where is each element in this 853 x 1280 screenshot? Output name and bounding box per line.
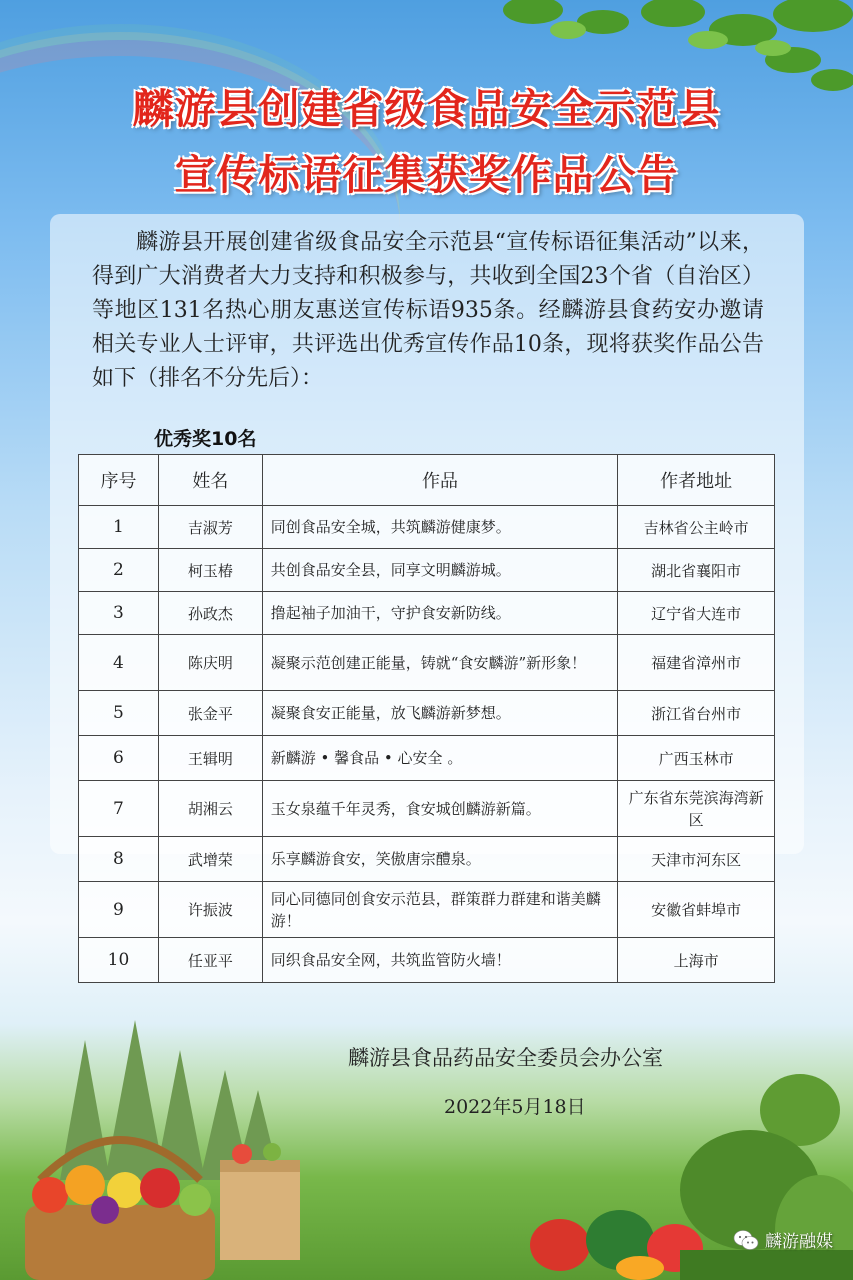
page-title-line1: 麟游县创建省级食品安全示范县 — [132, 85, 721, 133]
row-name: 吉淑芳 — [158, 506, 262, 549]
row-name: 张金平 — [158, 691, 262, 736]
row-work: 凝聚示范创建正能量，铸就“食安麟游”新形象！ — [262, 635, 617, 691]
row-no: 7 — [79, 781, 159, 837]
row-address: 辽宁省大连市 — [618, 592, 775, 635]
row-work: 玉女泉蕴千年灵秀，食安城创麟游新篇。 — [262, 781, 617, 837]
row-name: 武增荣 — [158, 837, 262, 882]
intro-paragraph: 麟游县开展创建省级食品安全示范县“宣传标语征集活动”以来，得到广大消费者大力支持和积极参与，共收到全国23个省（自治区）等地区131名热心朋友惠送宣传标语935条。经麟游县食药安办邀请相关专业人士评审，共评选出优秀宣传作品10条，现将获奖作品公告如下（排名不分先后）： — [92, 230, 764, 391]
table-row — [79, 506, 775, 549]
row-no: 10 — [79, 938, 159, 983]
row-no: 4 — [79, 635, 159, 691]
row-work: 共创食品安全县，同享文明麟游城。 — [262, 549, 617, 592]
row-name: 许振波 — [158, 882, 262, 938]
row-work: 撸起袖子加油干，守护食安新防线。 — [262, 592, 617, 635]
row-address: 上海市 — [618, 938, 775, 983]
issue-date: 2022年5月18日 — [444, 1096, 586, 1118]
watermark-text: 麟游融媒 — [765, 1232, 833, 1252]
row-no: 9 — [79, 882, 159, 938]
row-no: 5 — [79, 691, 159, 736]
row-name: 任亚平 — [158, 938, 262, 983]
row-name: 陈庆明 — [158, 635, 262, 691]
row-work: 同织食品安全网，共筑监管防火墙！ — [262, 938, 617, 983]
row-no: 1 — [79, 506, 159, 549]
row-work: 乐享麟游食安，笑傲唐宗醴泉。 — [262, 837, 617, 882]
award-heading: 优秀奖10名 — [154, 428, 257, 450]
grocery-bag-illustration — [212, 1140, 307, 1260]
issuing-organization: 麟游县食品药品安全委员会办公室 — [348, 1046, 663, 1070]
table-row — [79, 691, 775, 736]
table-row — [79, 837, 775, 882]
row-work: 同创食品安全城，共筑麟游健康梦。 — [262, 506, 617, 549]
row-work: 凝聚食安正能量，放飞麟游新梦想。 — [262, 691, 617, 736]
row-name: 孙政杰 — [158, 592, 262, 635]
header-name: 姓名 — [158, 455, 262, 506]
row-address: 广东省东莞滨海湾新区 — [618, 781, 775, 837]
row-work: 同心同德同创食安示范县，群策群力群建和谐美麟游！ — [262, 882, 617, 938]
table-row — [79, 635, 775, 691]
row-address: 广西玉林市 — [618, 736, 775, 781]
table-row — [79, 592, 775, 635]
row-no: 2 — [79, 549, 159, 592]
header-no: 序号 — [79, 455, 159, 506]
page-title-line2: 宣传标语征集获奖作品公告 — [174, 151, 679, 199]
row-no: 3 — [79, 592, 159, 635]
table-row — [79, 938, 775, 983]
table-row — [79, 549, 775, 592]
row-address: 吉林省公主岭市 — [618, 506, 775, 549]
row-address: 天津市河东区 — [618, 837, 775, 882]
table-row — [79, 736, 775, 781]
row-address: 浙江省台州市 — [618, 691, 775, 736]
table-header-row — [79, 455, 775, 506]
row-address: 湖北省襄阳市 — [618, 549, 775, 592]
header-work: 作品 — [262, 455, 617, 506]
row-name: 柯玉椿 — [158, 549, 262, 592]
wechat-icon — [733, 1229, 759, 1251]
row-work: 新麟游 • 馨食品 • 心安全 。 — [262, 736, 617, 781]
fruit-basket-illustration — [0, 1110, 240, 1280]
winners-table — [78, 454, 775, 983]
row-address: 安徽省蚌埠市 — [618, 882, 775, 938]
table-row — [79, 882, 775, 938]
row-address: 福建省漳州市 — [618, 635, 775, 691]
row-no: 8 — [79, 837, 159, 882]
row-name: 王辑明 — [158, 736, 262, 781]
table-row — [79, 781, 775, 837]
row-no: 6 — [79, 736, 159, 781]
header-address: 作者地址 — [618, 455, 775, 506]
row-name: 胡湘云 — [158, 781, 262, 837]
account-watermark — [733, 1227, 833, 1252]
